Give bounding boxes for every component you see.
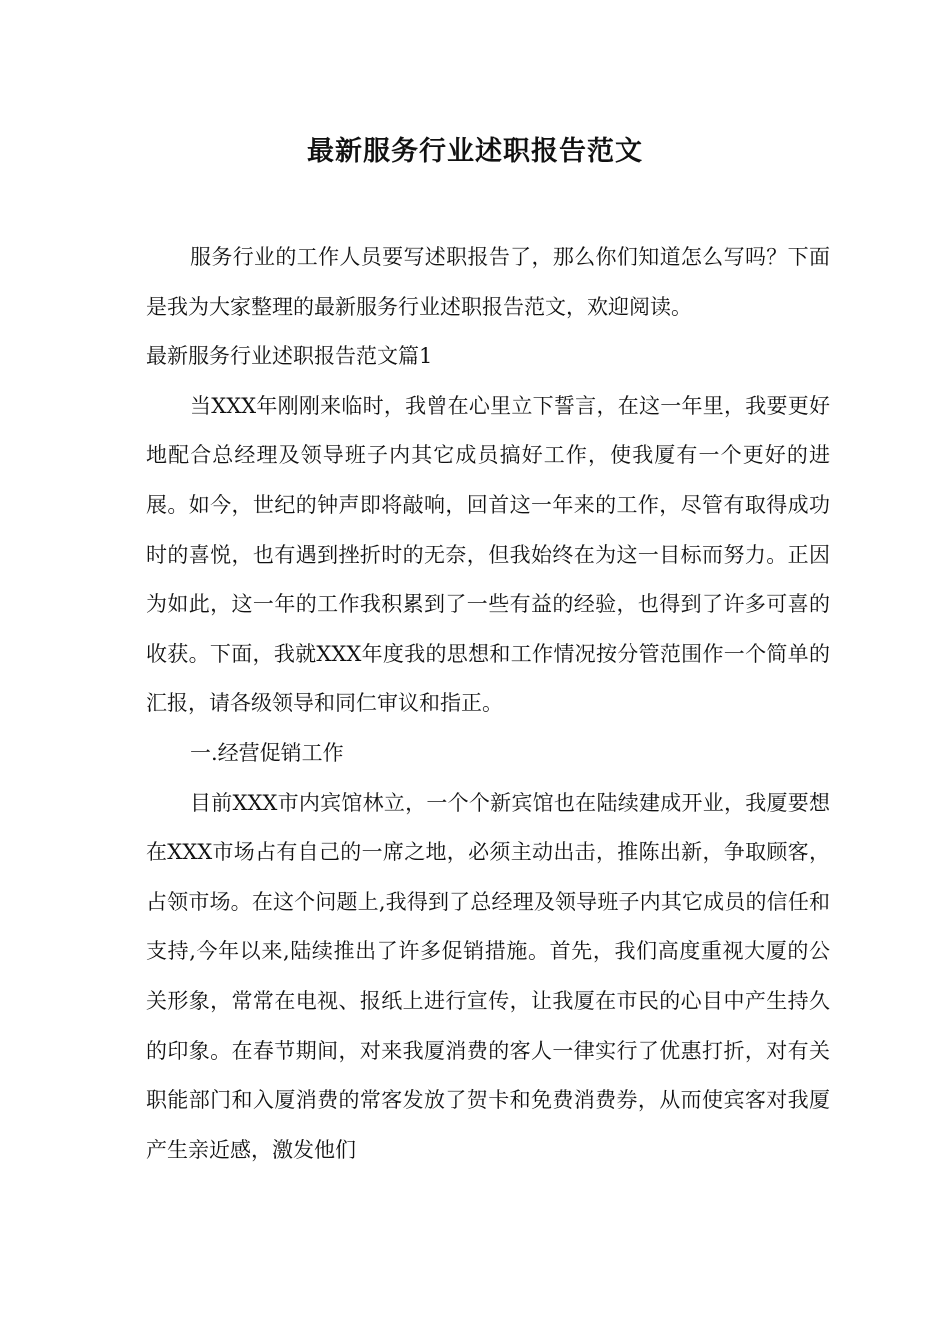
document-body <box>146 233 830 1175</box>
section-heading: 最新服务行业述职报告范文篇1 <box>146 344 433 369</box>
subheading-business-promotion: 一.经营促销工作 <box>190 740 344 765</box>
document-title: 最新服务行业述职报告范文 <box>307 136 643 167</box>
paragraph-opening: 当XXX年刚刚来临时，我曾在心里立下誓言，在这一年里，我要更好地配合总经理及领导班子内其它成员搞好工作，使我厦有一个更好的进展。如今，世纪的钟声即将敲响，回首这一年来的工作，尽管有取得成功时的喜悦，也有遇到挫折时的无奈，但我始终在为这一目标而努力。正因为如此，这一年的工作我积累到了一些有益的经验，也得到了许多可喜的收获。下面，我就XXX年度我的思想和工作情况按分管范围作一个简单的汇报，请各级领导和同仁审议和指正。 <box>146 393 830 716</box>
paragraph-promotion: 目前XXX市内宾馆林立，一个个新宾馆也在陆续建成开业，我厦要想在XXX市场占有自己的一席之地，必须主动出击，推陈出新，争取顾客，占领市场。在这个问题上,我得到了总经理及领导班子内其它成员的信任和支持,今年以来,陆续推出了许多促销措施。首先，我们高度重视大厦的公关形象，常常在电视、报纸上进行宣传，让我厦在市民的心目中产生持久的印象。在春节期间，对来我厦消费的客人一律实行了优惠打折，对有关职能部门和入厦消费的常客发放了贺卡和免费消费券，从而使宾客对我厦产生亲近感，激发他们 <box>146 790 830 1162</box>
paragraph-intro: 服务行业的工作人员要写述职报告了，那么你们知道怎么写吗？下面是我为大家整理的最新服务行业述职报告范文，欢迎阅读。 <box>146 245 830 319</box>
